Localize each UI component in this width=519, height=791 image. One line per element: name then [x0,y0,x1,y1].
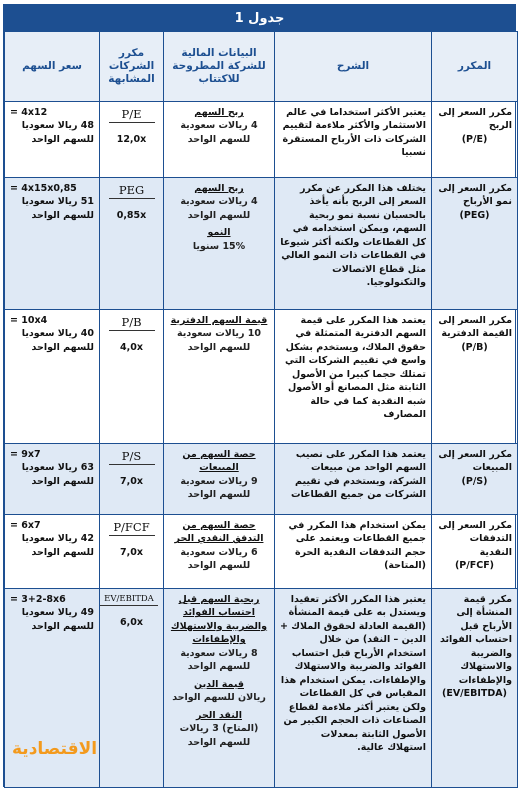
peer-multiple-cell [100,102,164,178]
multiple-cell [432,178,518,310]
peer-value: 7,0x [120,547,143,559]
explanation-cell: يختلف هذا المكرر عن مكرر السعر إلى الربح بأنه يأخذ بالحسبان نسبة نمو ربحية السهم، ويمكن استخدامه في كل القطاعات ولكنه أكثر شيوعا في القطاعات ذات النمو العالي مثل قطاع الاتصالات والتكنولوجيا. [275,178,432,310]
peer-multiple-cell [100,589,164,788]
financial-label: ربحية السهم قبل احتساب الفوائد والضريبة والاستهلاك والإطفاءات [170,594,268,646]
share-price-cell [5,178,100,310]
price-result: 63 ريالا سعوديا للسهم الواحد [21,462,94,487]
share-price-cell [5,515,100,589]
multiple-cell [432,515,518,589]
financials-cell [164,102,275,178]
financial-value: 10 ريالات سعودية للسهم الواحد [177,328,261,353]
financial-value: 4 ريالات سعودية للسهم الواحد [180,196,258,221]
multiple-name: مكرر السعر إلى التدفقات النقدية [438,520,512,558]
financials-cell [164,444,275,515]
multiple-cell [432,589,518,788]
financial-label: النقد الحر [196,709,242,721]
peer-code: P/S [109,448,155,465]
financial-label: النمو [207,227,231,239]
explanation-cell: يعتبر هذا المكرر الأكثر تعقيدا ويستدل به على قيمة المنشأة (القيمة العادلة لحقوق الملاك + الدين – النقد) من خلال استخدام الأرباح قبل احتساب الفوائد والضريبة والاستهلاك والإطفاءات. يمكن استخدام هذا المقياس في كل القطاعات ولكن يعتبر أكثر ملاءمة لقطاع الصناعات ذات الحجم الكبير من الأصول الثابتة بمعدلات استهلاك عالية. [275,589,432,788]
peer-code: EV/EBITDA [100,593,158,606]
peer-multiple-cell [100,444,164,515]
financials-cell [164,310,275,444]
share-price-cell [5,102,100,178]
financial-label: ربح السهم [194,183,244,194]
peer-multiple-cell [100,178,164,310]
table-title: جدول 1 [4,5,515,31]
financials-cell [164,515,275,589]
header-financials: البيانات المالية للشركة المطروحة للاكتتاب [164,32,275,102]
explanation-cell: يعتمد هذا المكرر على قيمة السهم الدفترية المتمثلة في حقوق الملاك، ويستخدم بشكل واسع في تقييم الشركات التي تمتلك حجما كبيرا من الأصول الثابتة مثل المصانع أو الأصول شبه النقدية كما في حالة المصارف [275,310,432,444]
explanation-cell: يعتمد هذا المكرر على نصيب السهم الواحد من مبيعات الشركة، ويستخدم في تقييم الشركات من جميع القطاعات [275,444,432,515]
explanation-cell: يمكن استخدام هذا المكرر في جميع القطاعات ويعتمد على حجم التدفقات النقدية الحرة (المتاحة) [275,515,432,589]
price-calculation: = 4x12 [10,107,48,118]
financial-label: ربح السهم [194,107,244,118]
financial-value: 6 ريالات سعودية للسهم الواحد [180,546,258,572]
header-peer-multiple: مكرر الشركات المشابهة [100,32,164,102]
share-price-cell [5,310,100,444]
price-result: 51 ريالا سعوديا للسهم الواحد [21,196,94,221]
multiple-name: مكرر السعر إلى المبيعات [438,449,512,474]
table-row [5,444,518,515]
multiple-abbr: (P/E) [461,133,488,145]
financial-label: قيمة السهم الدفترية [170,315,268,326]
multiple-abbr: (EV/EBITDA) [442,688,507,700]
peer-code: PEG [109,182,155,199]
table-row [5,515,518,589]
peer-value: 7,0x [120,476,143,488]
table-row [5,310,518,444]
multiple-abbr: (P/FCF) [454,560,495,572]
price-calculation: = 3+2-8x6 [10,594,66,605]
peer-value: 4,0x [120,342,143,354]
price-calculation: = 4x15x0,85 [10,183,77,194]
peer-code: P/E [109,106,155,123]
multiple-cell [432,310,518,444]
financial-value: 8 ريالات سعودية للسهم الواحد [180,647,258,673]
peer-multiple-cell [100,515,164,589]
header-row [5,32,518,102]
financial-value: 15% سنويا [192,240,246,252]
financials-cell [164,178,275,310]
share-price-cell [5,444,100,515]
peer-code: P/FCF [109,519,155,536]
peer-value: 6,0x [120,617,143,629]
multiple-cell [432,444,518,515]
price-result: 40 ريالا سعوديا للسهم الواحد [21,328,94,353]
multiple-abbr: (P/S) [461,475,488,487]
peer-value: 12,0x [116,134,147,146]
financial-label: حصة السهم من المبيعات [182,449,256,474]
multiples-table [4,31,518,788]
price-calculation: = 6x7 [10,520,41,531]
financials-cell [164,589,275,788]
financial-value: ريالان للسهم الواحد [172,692,266,704]
explanation-cell: يعتبر الأكثر استخداما في عالم الاستثمار والأكثر ملاءمة لتقييم الشركات ذات الأرباح المستقرة نسبيا [275,102,432,178]
table-row [5,102,518,178]
price-result: 48 ريالا سعوديا للسهم الواحد [21,120,94,145]
header-explanation: الشرح [275,32,432,102]
peer-multiple-cell [100,310,164,444]
price-calculation: = 10x4 [10,315,48,326]
financial-value: (المتاح) 3 ريالات للسهم الواحد [179,723,259,748]
header-share-price: سعر السهم [5,32,100,102]
multiple-name: مكرر قيمة المنشأة إلى الأرباح قبل احتساب الفوائد والضريبة والاستهلاك والإطفاءات [440,594,512,686]
table-row [5,178,518,310]
multiple-cell [432,102,518,178]
header-multiple: المكرر [432,32,518,102]
multiple-abbr: (PEG) [459,209,490,221]
multiple-abbr: (P/B) [461,341,488,353]
price-calculation: = 9x7 [10,449,41,460]
financial-label: قيمة الدين [194,678,244,690]
multiple-name: مكرر السعر إلى القيمة الدفترية [438,315,512,340]
financial-label: حصة السهم من التدفق النقدي الحر [174,520,264,545]
peer-value: 0,85x [116,210,147,222]
peer-code: P/B [109,314,155,331]
price-result: 49 ريالا سعوديا للسهم الواحد [21,607,94,632]
financial-value: 9 ريالات سعودية للسهم الواحد [180,475,258,501]
financial-value: 4 ريالات سعودية للسهم الواحد [180,120,258,145]
comparison-table-panel [3,4,516,787]
multiple-name: مكرر السعر إلى نمو الأرباح [438,183,512,208]
brand-logo: الاقتصادية [12,739,98,759]
price-result: 42 ريالا سعوديا للسهم الواحد [21,533,94,558]
multiple-name: مكرر السعر إلى الربح [438,107,512,132]
